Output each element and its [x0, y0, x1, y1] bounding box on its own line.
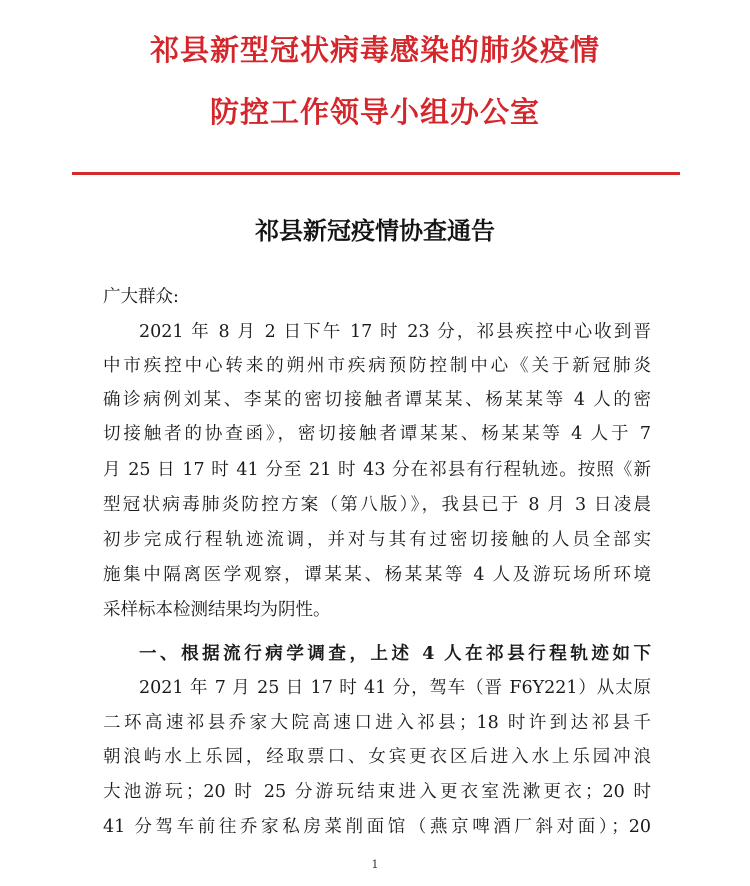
body-line: 中市疾控中心转来的朔州市疾病预防控制中心《关于新冠肺炎	[103, 356, 651, 376]
document-title: 祁县新冠疫情协查通告	[255, 216, 495, 245]
body-line: 朝浪屿水上乐园，经取票口、女宾更衣区后进入水上乐园冲浪	[103, 747, 651, 767]
body-line: 2021 年 8 月 2 日下午 17 时 23 分，祁县疾控中心收到晋	[139, 322, 651, 342]
body-line: 型冠状病毒肺炎防控方案（第八版）》，我县已于 8 月 3 日凌晨	[103, 495, 651, 515]
issuing-office-line-2: 防控工作领导小组办公室	[209, 95, 540, 129]
body-line: 初步完成行程轨迹流调，并对与其有过密切接触的人员全部实	[103, 530, 651, 550]
page-number: 1	[371, 858, 379, 871]
body-line: 大池游玩；20 时 25 分游玩结束进入更衣室洗漱更衣；20 时	[103, 782, 651, 802]
body-line: 确诊病例刘某、李某的密切接触者谭某某、杨某某等 4 人的密	[103, 390, 651, 410]
section-heading: 一、根据流行病学调查，上述 4 人在祁县行程轨迹如下	[139, 644, 651, 664]
body-line: 施集中隔离医学观察，谭某某、杨某某等 4 人及游玩场所环境	[103, 565, 651, 585]
body-line: 切接触者的协查函》，密切接触者谭某某、杨某某等 4 人于 7	[103, 424, 651, 444]
body-line: 41 分驾车前往乔家私房菜削面馆（燕京啤酒厂斜对面）；20	[103, 817, 651, 837]
issuing-office-line-1: 祁县新型冠状病毒感染的肺炎疫情	[149, 33, 600, 67]
body-line: 月 25 日 17 时 41 分至 21 时 43 分在祁县有行程轨迹。按照《新	[103, 460, 651, 480]
salutation: 广大群众:	[103, 287, 179, 307]
body-line: 2021 年 7 月 25 日 17 时 41 分，驾车（晋 F6Y221）从太原	[139, 678, 651, 698]
body-line: 采样标本检测结果均为阴性。	[103, 600, 331, 620]
body-line: 二环高速祁县乔家大院高速口进入祁县；18 时许到达祁县千	[103, 713, 651, 733]
red-header-rule	[72, 172, 680, 175]
